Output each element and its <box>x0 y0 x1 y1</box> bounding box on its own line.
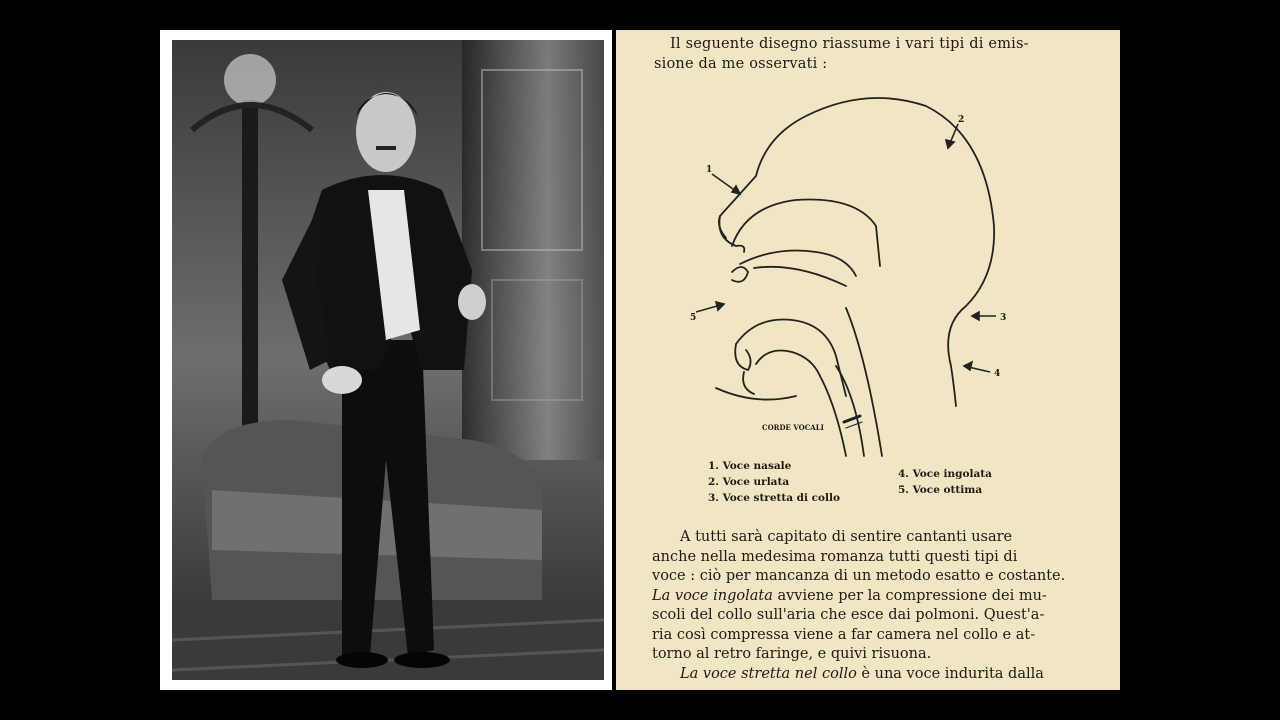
legend-item-1: 1. Voce nasale <box>708 460 792 472</box>
intro-line-1: Il seguente disegno riassume i vari tipi di emis- <box>670 36 1029 52</box>
legend-right <box>898 466 992 498</box>
marker-4: 4 <box>994 369 1001 379</box>
legend-item-3: 3. Voce stretta di collo <box>708 492 841 504</box>
vocal-tract-diagram <box>690 76 1056 456</box>
body-line-6: ria così compressa viene a far camera nel collo e at- <box>652 626 1036 643</box>
singer-portrait-photo <box>172 40 604 680</box>
body-paragraph <box>652 528 1092 684</box>
slide <box>160 30 1120 690</box>
legend-item-5: 5. Voce ottima <box>898 484 983 496</box>
intro-line-2: sione da me osservati : <box>654 56 828 72</box>
document-page <box>616 30 1120 690</box>
body-line-8-rest: è una voce indurita dalla <box>856 665 1044 682</box>
body-line-4 <box>652 587 1092 607</box>
marker-1: 1 <box>706 165 713 175</box>
photo-frame <box>160 30 612 690</box>
marker-5: 5 <box>690 313 697 323</box>
body-line-3: voce : ciò per mancanza di un metodo esatto e costante. <box>652 568 1066 584</box>
legend-item-4: 4. Voce ingolata <box>898 468 992 480</box>
intro-paragraph <box>654 34 1094 74</box>
legend-left <box>708 458 840 506</box>
body-line-1: A tutti sarà capitato di sentire cantanti usare <box>680 529 1013 545</box>
body-line-8 <box>652 665 1092 685</box>
body-line-2: anche nella medesima romanza tutti questi tipi di <box>652 548 1018 565</box>
legend-item-2: 2. Voce urlata <box>708 476 790 488</box>
corde-vocali-label: CORDE VOCALI <box>762 423 824 432</box>
body-line-8-italic: La voce stretta nel collo <box>680 665 857 682</box>
body-line-4-rest: avviene per la compressione dei mu- <box>772 587 1047 604</box>
body-line-7: torno al retro faringe, e quivi risuona. <box>652 646 932 662</box>
marker-3: 3 <box>1000 313 1007 323</box>
marker-2: 2 <box>958 115 965 125</box>
body-line-4-italic: La voce ingolata <box>652 587 773 604</box>
body-line-5: scoli del collo sull'aria che esce dai polmoni. Quest'a- <box>652 607 1045 623</box>
